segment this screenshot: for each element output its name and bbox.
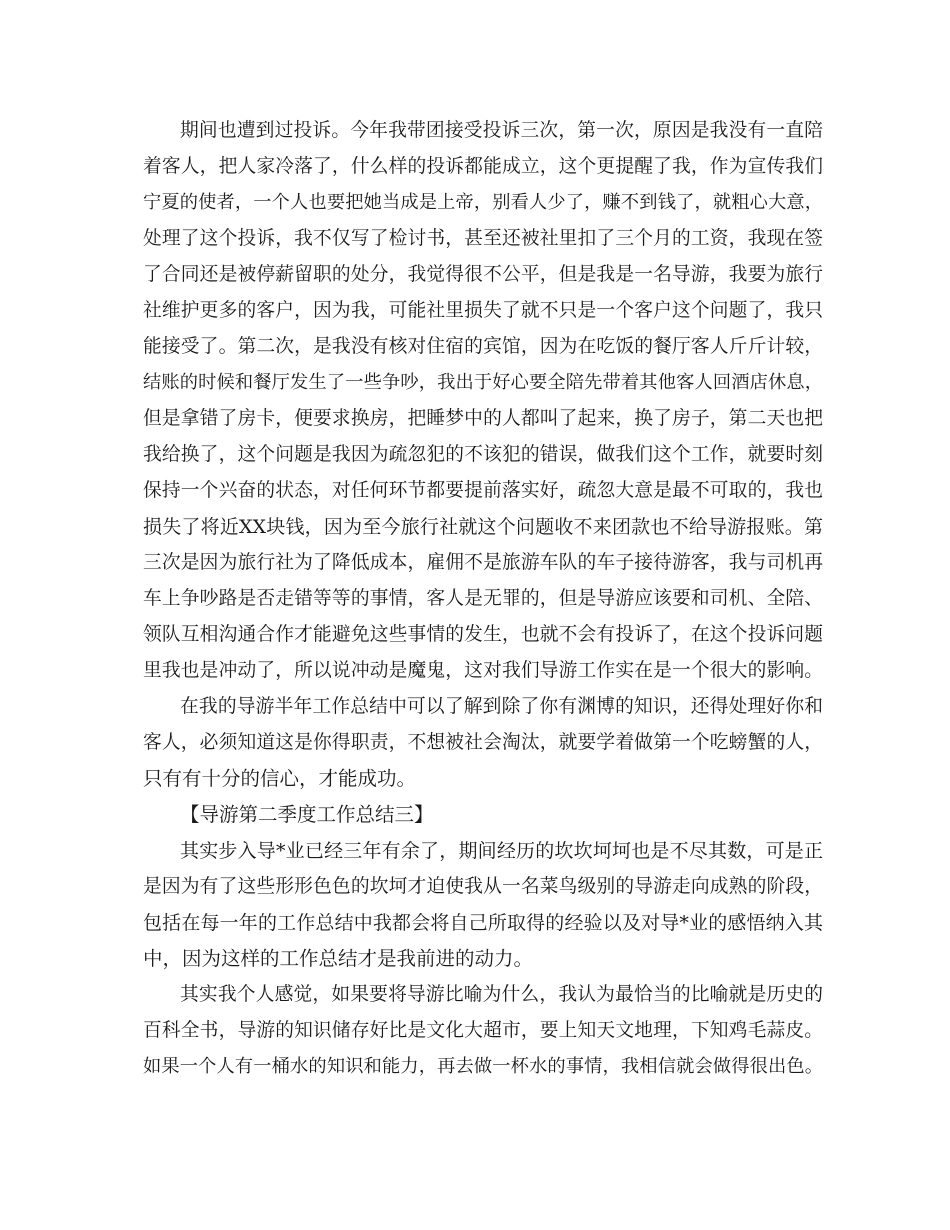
text-line: 车上争吵路是否走错等等的事情，客人是无罪的，但是导游应该要和司机、全陪、: [143, 588, 823, 609]
text-line: 中，因为这样的工作总结才是我前进的动力。: [143, 947, 534, 970]
text-line: 领队互相沟通合作才能避免这些事情的发生，也就不会有投诉了，在这个投诉问题: [143, 624, 823, 645]
text-line: 三次是因为旅行社为了降低成本，雇佣不是旅游车队的车子接待游客，我与司机再: [143, 552, 823, 573]
text-line: 期间也遭到过投诉。今年我带团接受投诉三次，第一次，原因是我没有一直陪: [180, 120, 823, 141]
text-line: 社维护更多的客户，因为我，可能社里损失了就不只是一个客户这个问题了，我只: [143, 300, 823, 321]
text-line: 结账的时候和餐厅发生了一些争吵，我出于好心要全陪先带着其他客人回酒店休息，: [143, 372, 823, 393]
text-line: 能接受了。第二次，是我没有核对住宿的宾馆，因为在吃饭的餐厅客人斤斤计较，: [143, 336, 823, 357]
text-line: 如果一个人有一桶水的知识和能力，再去做一杯水的事情，我相信就会做得很出色。: [143, 1056, 823, 1077]
text-line: 了合同还是被停薪留职的处分，我觉得很不公平，但是我是一名导游，我要为旅行: [143, 264, 823, 285]
section-heading: 【导游第二季度工作总结三】: [180, 803, 434, 826]
text-line: 损失了将近XX块钱，因为至今旅行社就这个问题收不来团款也不给导游报账。第: [143, 516, 823, 538]
text-line: 保持一个兴奋的状态，对任何环节都要提前落实好，疏忽大意是最不可取的，我也: [143, 480, 823, 501]
text-line: 其实我个人感觉，如果要将导游比喻为什么，我认为最恰当的比喻就是历史的: [180, 984, 823, 1005]
text-line: 我给换了，这个问题是我因为疏忽犯的不该犯的错误，做我们这个工作，就要时刻: [143, 444, 823, 465]
text-line: 是因为有了这些形形色色的坎坷才迫使我从一名菜鸟级别的导游走向成熟的阶段，: [143, 876, 823, 897]
text-line: 其实步入导*业已经三年有余了，期间经历的坎坎坷坷也是不尽其数，可是正: [180, 840, 823, 862]
text-line: 着客人，把人家冷落了，什么样的投诉都能成立，这个更提醒了我，作为宣传我们: [143, 156, 823, 177]
text-line: 但是拿错了房卡，便要求换房，把睡梦中的人都叫了起来，换了房子，第二天也把: [143, 408, 823, 429]
text-line: 宁夏的使者，一个人也要把她当成是上帝，别看人少了，赚不到钱了，就粗心大意，: [143, 192, 823, 213]
text-line: 百科全书，导游的知识储存好比是文化大超市，要上知天文地理，下知鸡毛蒜皮。: [143, 1020, 823, 1041]
text-line: 客人，必须知道这是你得职责，不想被社会淘汰，就要学着做第一个吃螃蟹的人，: [143, 732, 823, 753]
text-line: 里我也是冲动了，所以说冲动是魔鬼，这对我们导游工作实在是一个很大的影响。: [143, 660, 823, 681]
text-line: 在我的导游半年工作总结中可以了解到除了你有渊博的知识，还得处理好你和: [180, 696, 823, 717]
text-line: 只有有十分的信心，才能成功。: [143, 767, 417, 790]
text-line: 处理了这个投诉，我不仅写了检讨书，甚至还被社里扣了三个月的工资，我现在签: [143, 228, 823, 249]
text-line: 包括在每一年的工作总结中我都会将自己所取得的经验以及对导*业的感悟纳入其: [143, 912, 823, 934]
